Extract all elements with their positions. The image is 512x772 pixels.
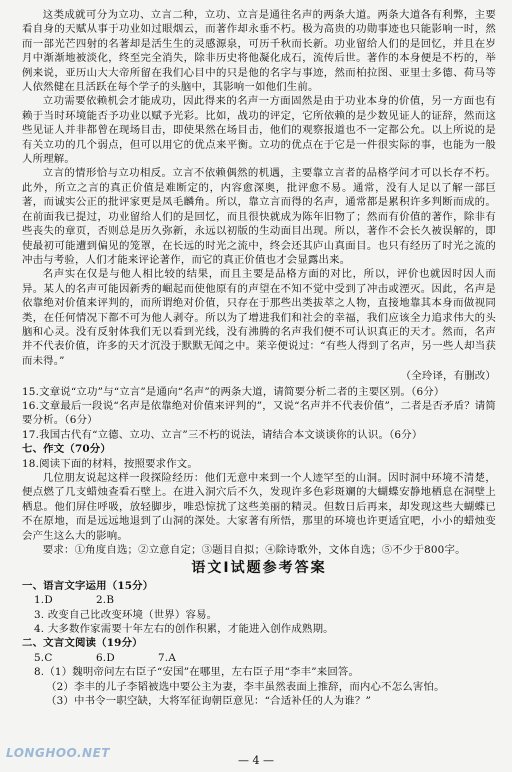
answer-key [22,561,496,708]
question-list [22,385,496,443]
page [22,8,496,709]
answer-4: 4. 大多数作家需要十年左右的创作积累，才能进入创作成熟期。 [34,623,334,636]
section-heading: 二、文言文阅读（19分） [22,637,143,650]
question-15 [22,385,496,399]
answer-8-2: （2）李丰的儿子李韬被选中要公主为妻，李丰虽然表面上推辞，而内心不怎么害怕。 [46,680,445,693]
watermark-logo: LONGHOO.NET [6,746,110,760]
essay-paragraph: 这类成就可分为立功、立言二种，立功、立言是通往名声的两条大道。两条大道各有利弊，主要看自身的天赋从事于功业如过眼烟云，而著作却永垂不朽。极为高贵的功勋事迹也只能影响一时，然而一部光芒四射的名著却是活生生的灵感源泉，可历千秋而长新。功业留给人们的是回忆，并且在岁月中渐渐地被淡化，终至完全消失，除非历史将他凝化成石，流传后世。著作的本身便是不朽的，举例来说，亚历山大大帝所留在我们心目中的只是他的名字与事迹，然而柏拉图、亚里士多德、荷马等人依然健在且活跃在每个学子的头脑中，其影响一如他们生前。 [22,9,496,94]
question-text: 文章最后一段说“名声是依靠绝对价值来评判的”，又说“名声并不代表价值”，二者是否矛盾？请简要分析。（6分） [22,399,496,427]
mc-answer: 7.A [158,651,177,664]
question-18 [22,457,496,471]
question-text: 阅读下面的材料，按照要求作文。 [39,457,198,470]
question-number: 17. [22,428,40,441]
essay-paragraph: 立功需要依赖机会才能成功，因此得来的名声一方面固然是由于功业本身的价值，另一方面也有赖于当时环境能否予功业以赋予光彩。比如，战功的评定，它所依赖的是少数见证人的证辞，然而这些见证人并非都曾在现场目击，即使果然在场目击，他们的观察报道也不一定都公允。以上所说的是有关立功的几个弱点，但可以用它的优点来平衡。立功的优点在于它是一件很实际的事，也能为一般人所理解。 [22,95,496,166]
mc-answer: 5.C [34,651,53,664]
requirements-label: 要求： [42,544,75,557]
mc-answer: 2.B [96,594,115,607]
question-text: 我国古代有“立德、立功、立言”三不朽的说法，请结合本文谈谈你的认识。（6分） [39,428,423,441]
essay [22,8,496,384]
essay-paragraph: 名声实在仅是与他人相比较的结果，而且主要是品格方面的对比，所以，评价也就因时因人而异。某人的名声可能因新秀的崛起而使他原有的声望在不知不觉中受到了冲击或湮灭。因此，名声是依靠绝对价值来评判的，而所谓绝对价值，只存在于那些出类拔萃之人物，直接地靠其本身而做视同类，在任何情况下都不可为他人剥夺。所以为了增进我们和社会的幸福，我们应该全力追求伟大的头脑和心灵。没有反射体我们无以看到光线，没有沸腾的名声我们便不可认识真正的天才。然而，名声并不代表价值，许多的天才沉没于默默无闻之中。莱辛便说过：“有些人得到了名声，另一些人却当获而未得。” [22,268,496,367]
answer-3: 3. 改变自己比改变环境（世界）容易。 [34,608,218,621]
section-heading: 一、语言文字运用（15分） [22,579,154,592]
question-number: 15. [22,385,40,398]
answer-title: 语文Ⅰ试题参考答案 [191,560,327,577]
mc-answers [22,651,496,665]
question-17 [22,428,496,442]
requirements-items: ①角度自选；②立意自定；③题目自拟；④除诗歌外，文体自选；⑤不少于800字。 [74,544,466,557]
mc-answer: 6.D [96,651,115,664]
question-number: 16. [22,399,40,412]
composition-section [22,442,496,557]
composition-material: 几位朋友说起这样一段探险经历：他们无意中来到一个人迹罕至的山洞。因时洞中环境不清楚，便点燃了几支蜡烛查看石壁上。在进入洞穴后不久，发现许多色彩斑斓的大蝴蝶安静地栖息在洞壁上栖息。他们屏住呼吸，放轻脚步，唯恐惊扰了这些美丽的精灵。但数日后再来，却发现这些大蝴蝶已不在原地，而是远远地退到了山洞的深处。大家著有所悟，那里的环境也许更适宜吧，小小的蜡烛变会产生这么大的影响。 [22,472,496,542]
question-text: 文章说“立功”与“立言”是通向“名声”的两条大道，请简要分析二者的主要区别。（6分） [39,385,445,398]
answer-8-3: （3）中书令一职空缺，大将军征询朝臣意见：“合适补任的人为谁？” [46,695,371,708]
answer-8-1: 8.（1）魏明帝问左右臣子“安国”在哪里，左右臣子用“李丰”来回答。 [34,666,360,679]
question-16 [22,399,496,428]
mc-answer: 1.D [34,594,53,607]
essay-paragraph: 立言的情形恰与立功相反。立言不依赖偶然的机遇，主要靠立言者的品格学问才可以长存不朽。此外，所立之言的真正价值是难断定的，内容愈深奥，批评愈不易。通常，没有人足以了解一部巨著，而诚实公正的批评家更是凤毛麟角。所以，靠立言而得的名声，通常都是累积许多判断而成的。在前面我已提过，功业留给人们的是回忆，而且很快就成为陈年旧物了；然而有价值的著作，除非有些丧失的章页，否则总是历久弥新，永远以初版的生动面目出现。所以，著作不会长久被误解的，即使最初可能遭到偏见的笼罩，在长远的时光之流中，终会还其庐山真面目。也只有经历了时光之流的冲击与考验，人们才能来评论著作，而它的真正价值也才会显露出来。 [22,167,496,266]
page-number: — 4 — [238,754,274,767]
section-heading: 七、作文（70分） [22,443,111,456]
mc-answers [22,593,496,607]
attribution: （全玲译，有删改） [400,370,496,383]
composition-requirements [22,543,496,557]
question-number: 18. [22,457,40,470]
